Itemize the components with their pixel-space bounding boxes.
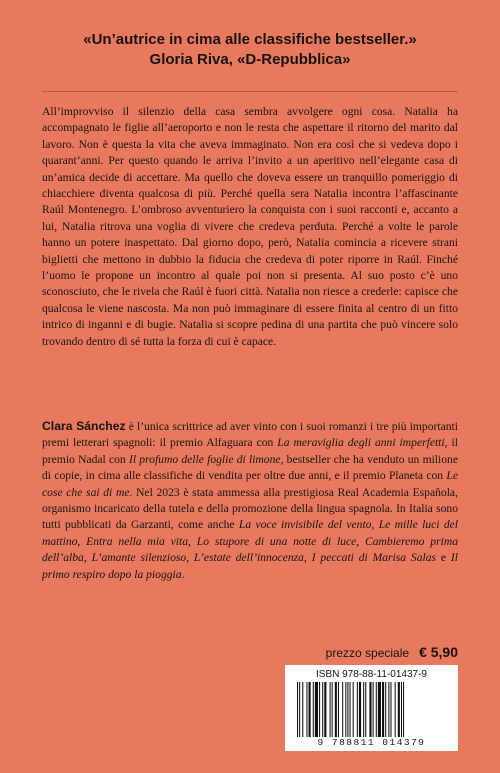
book-title-list: La voce invisibile del vento, Le mille luci del mattino, Entra nella mia vita, Lo stupore di una notte di luce, Cambieremo prima dell’alba, L’amante silenzioso, L’estate dell’innocenza, I peccati di Marisa Salas (42, 518, 458, 565)
bio-text: , il premio Nadal con (42, 436, 458, 466)
author-bio (42, 418, 458, 583)
book-title: Il primo respiro dopo la pioggia (42, 551, 458, 581)
bio-text: . Nel 2023 è stata ammessa alla prestigiosa Real Academia Española, organismo incaricato della tutela e della promozione della lingua spagnola. In Italia sono tutti pubblicati da Garzanti, come anche (42, 485, 458, 532)
barcode-bars (297, 682, 446, 737)
bio-text: è l’unica scrittrice ad aver vinto con i suoi romanzi i tre più importanti premi letterari spagnoli: il premio Alfaguara con (42, 420, 458, 450)
author-name: Clara Sánchez (42, 419, 126, 433)
divider (42, 91, 458, 92)
barcode-number: 9 788811 014379 (317, 737, 426, 748)
barcode (285, 665, 458, 751)
quote-text: «Un’autrice in cima alle classifiche bestseller.» (83, 31, 417, 48)
isbn-text: ISBN 978-88-11-01437-9 (316, 669, 427, 680)
bio-text: . (181, 567, 185, 581)
quote-source: Gloria Riva, «D-Repubblica» (149, 51, 351, 68)
book-title: Le cose che sai di me (42, 469, 458, 499)
book-title: La meraviglia degli anni imperfetti (277, 436, 445, 450)
price-amount: € 5,90 (419, 644, 458, 660)
book-title: Il profumo delle foglie di limone (128, 452, 281, 466)
synopsis-text: All’improvviso il silenzio della casa sembra avvolgere ogni cosa. Natalia ha accompagnato le figlie all’aeroporto e non le resta che aspettare il ritorno del marito dal lavoro. Non è questa la vita che aveva immaginato. Non era così che si vedeva dopo i quarant’anni. Per questo quando le arriva l’invito a un aperitivo nell’elegante casa di un’amica decide di accettare. Ma quello che doveva essere un tranquillo pomeriggio di chiacchiere diventa qualcosa di più. Perché quella sera Natalia incontra l’affascinante Raúl Montenegro. L’ombroso avventuriero la conquista con i suoi racconti e, accanto a lui, Natalia ritrova una voglia di vivere che credeva perduta. Perché a volte le parole hanno un potere inaspettato. Dal giorno dopo, però, Natalia comincia a ricevere strani biglietti che mettono in dubbio la fiducia che credeva di poter riporre in Raúl. Finché l’uomo le propone un incontro al quale poi non si presenta. Al suo posto c’è uno sconosciuto, che le rivela che Raúl è fuori città. Natalia non riesce a crederle: capisce che qualcosa le viene nascosta. Ma non può immaginare di essere finita al centro di un fitto intrico di inganni e di bugie. Natalia si scopre pedina di una partita che può vincere solo trovando dentro di sé tutta la forza di cui è capace. (42, 105, 458, 348)
price-label: prezzo speciale (325, 646, 410, 660)
bio-text: e (436, 551, 451, 565)
press-quote (0, 30, 500, 70)
bio-text: , bestseller che ha venduto un milione di copie, in cima alle classifiche di vendita per oltre due anni, e il premio Planeta con (42, 452, 458, 483)
price-block (326, 644, 458, 660)
